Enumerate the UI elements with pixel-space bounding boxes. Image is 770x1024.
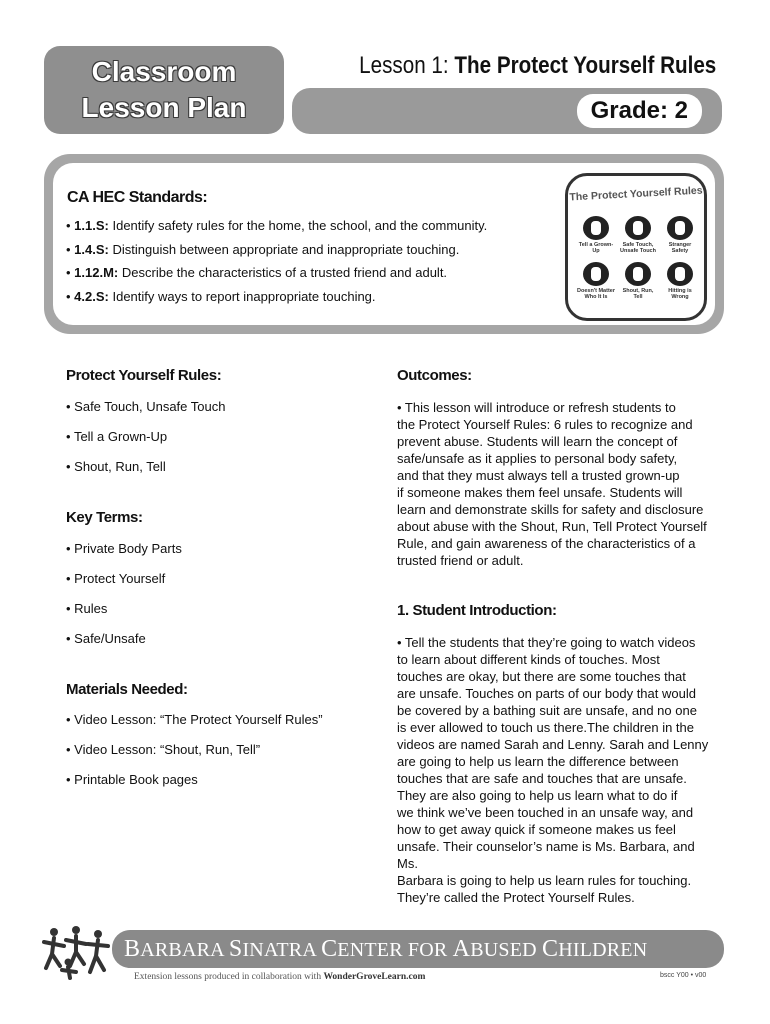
children-logo-icon [40, 922, 114, 984]
lesson-name: The Protect Yourself Rules [454, 52, 716, 79]
tag-line-2: Lesson Plan [81, 92, 247, 123]
student-intro-paragraph: • Tell the students that they’re going to watch videos to learn about different kinds of touches. Most touches are okay, but there are some touches that are unsafe. Touches on parts of our body that would be covered by a bathing suit are unsafe, and no one is ever allowed to touch us there.The children in the videos are named Sarah and Lenny. Sarah and Lenny are going to help us learn the difference between touches that are safe and touches that are unsafe. They are also going to help us learn what to do if we think we’ve been touched in an unsafe way, and how to get away quick if someone makes us feel unsafe. Their counselor’s name is Ms. Barbara, and Ms. Barbara is going to help us learn rules for touching. They’re called the Protect Yourself Rules. [397, 635, 709, 905]
list-item: • Safe/Unsafe [66, 631, 146, 646]
standards-heading: CA HEC Standards: [67, 189, 208, 206]
outcomes-paragraph: • This lesson will introduce or refresh students to the Protect Yourself Rules: 6 rules to recognize and prevent abuse. Students will learn the concept of safe/unsafe as it applies to personal body safety, and that they must always tell a trusted grown-up if someone makes them feel unsafe. Students will learn and demonstrate skills for safety and disclosure about abuse with the Shout, Run, Tell Protect Yourself Rule, and gain awareness of the characteristics of a trusted friend or adult. [397, 400, 707, 568]
standard-item: • 1.12.M: Describe the characteristics of a trusted friend and adult. [66, 265, 448, 280]
grade-bar [292, 88, 722, 134]
standard-item: • 4.2.S: Identify ways to report inappropriate touching. [66, 288, 376, 304]
family-icon [583, 262, 609, 286]
lesson-title [359, 50, 716, 82]
key-terms-heading: Key Terms: [66, 509, 143, 526]
stranger-safety-icon [667, 216, 693, 240]
standards-list [66, 214, 526, 308]
student-intro-heading: 1. Student Introduction: [397, 602, 557, 619]
safe-touch-icon [625, 216, 651, 240]
tag-line-1: Classroom [91, 56, 237, 87]
rule-hitting-wrong: Hitting is Wrong [660, 262, 700, 300]
standard-item: • 1.4.S: Distinguish between appropriate and inappropriate touching. [66, 241, 460, 257]
document-code: bscc Y00 • v00 [660, 972, 707, 979]
materials-heading: Materials Needed: [66, 681, 188, 698]
list-item: • Protect Yourself [66, 571, 166, 586]
list-item: • Safe Touch, Unsafe Touch [66, 399, 226, 414]
outcomes-heading: Outcomes: [397, 367, 472, 384]
lesson-plan-tag [44, 46, 284, 134]
list-item: • Video Lesson: “Shout, Run, Tell” [66, 742, 261, 757]
list-item: • Tell a Grown-Up [66, 429, 168, 444]
rule-safe-touch: Safe Touch, Unsafe Touch [618, 216, 658, 254]
list-item: • Private Body Parts [66, 541, 182, 556]
rule-shout-run-tell: Shout, Run, Tell [618, 262, 658, 300]
protect-rules-heading: Protect Yourself Rules: [66, 367, 222, 384]
organization-name: BARBARA SINATRA CENTER FOR ABUSED CHILDREN [124, 936, 648, 962]
running-child-icon [625, 262, 651, 286]
tell-grown-up-icon [583, 216, 609, 240]
list-item: • Shout, Run, Tell [66, 459, 166, 474]
protect-yourself-rules-badge [565, 173, 707, 321]
footer-link: WonderGroveLearn.com [323, 972, 426, 982]
lesson-number: Lesson 1: [358, 52, 449, 79]
hitting-icon [667, 262, 693, 286]
footer-note: Extension lessons produced in collaboration with WonderGroveLearn.com [134, 972, 426, 982]
list-item: • Video Lesson: “The Protect Yourself Rules” [66, 712, 323, 727]
badge-title: The Protect Yourself Rules [569, 184, 703, 204]
rule-stranger-safety: Stranger Safety [660, 216, 700, 254]
list-item: • Printable Book pages [66, 772, 198, 787]
rule-tell-grown-up: Tell a Grown-Up [576, 216, 616, 254]
grade-label: Grade: 2 [577, 94, 702, 128]
rule-doesnt-matter-who: Doesn't Matter Who It Is [576, 262, 616, 300]
list-item: • Rules [66, 601, 108, 616]
standard-item: • 1.1.S: Identify safety rules for the home, the school, and the community. [66, 218, 488, 233]
